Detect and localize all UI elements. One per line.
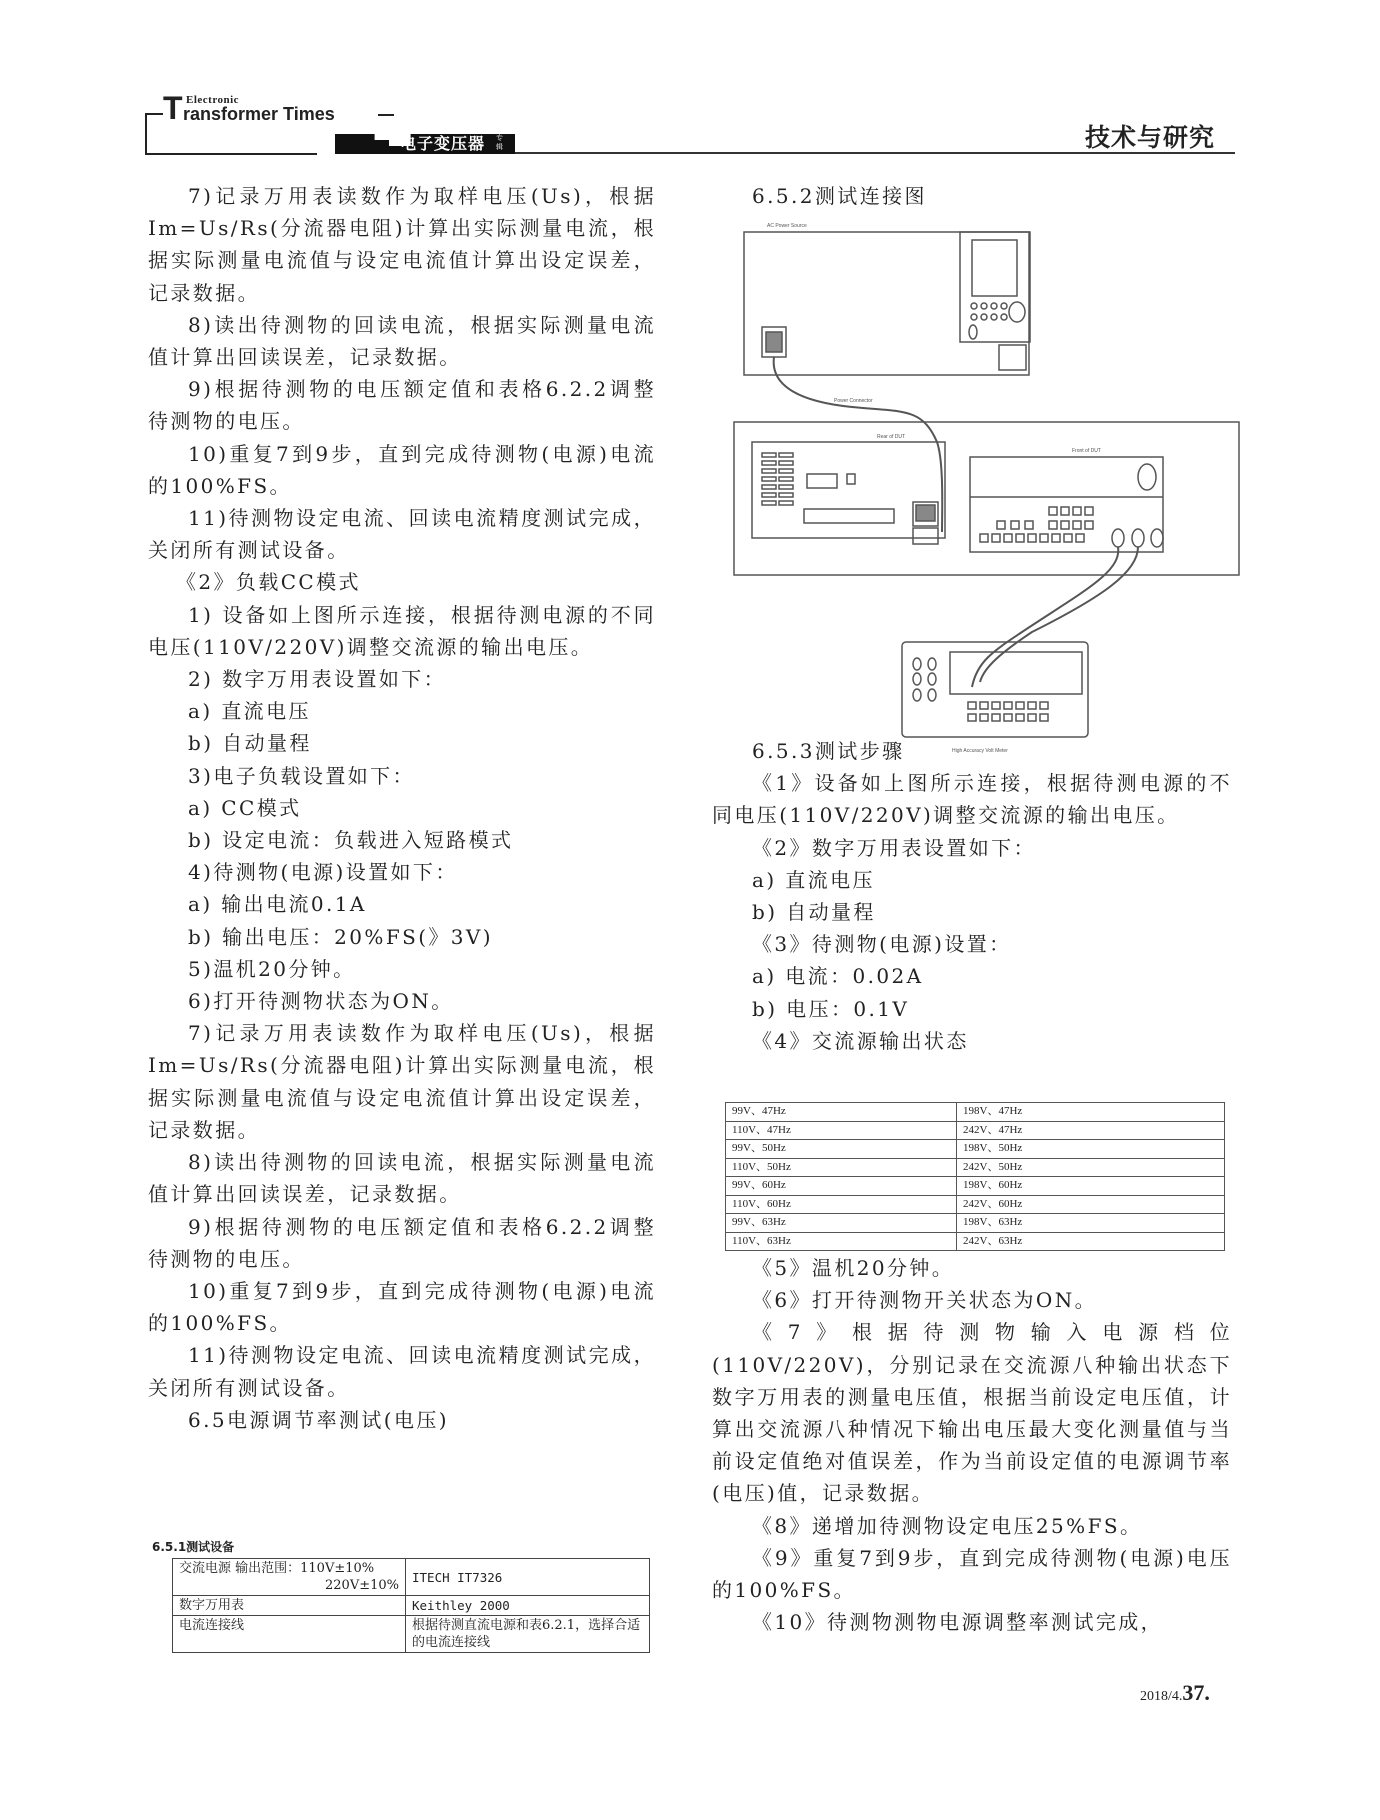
page-footer [1140,1680,1210,1706]
label-ac-source: AC Power Source [767,223,807,229]
table-row [173,1616,650,1653]
paragraph: 11)待测物设定电流、回读电流精度测试完成，关闭所有测试设备。 [148,506,656,563]
dut-rear-fuse [847,474,855,484]
terminal-ground [1151,529,1163,547]
table-cell: 根据待测直流电源和表6.2.1，选择合适的电流连接线 [406,1616,650,1653]
table-row [173,1596,650,1616]
section-heading: 6.5电源调节率测试(电压) [188,1407,450,1432]
table-row [726,1195,1225,1214]
header-rule [145,113,147,155]
test-lead [980,547,1138,682]
ac-source-screen [972,240,1017,296]
paragraph: 7)记录万用表读数作为取样电压(Us)，根据Im=Us/Rs(分流器电阻)计算出实际测量电流，根据实际测量电流值与设定电流值计算出设定误差，记录数据。 [148,184,656,305]
header-rule [378,114,394,116]
header-rule [145,113,163,115]
logo-title: ransformer Times [183,104,335,124]
table-row [726,1158,1225,1177]
table-cell: 99V、50Hz [726,1140,957,1159]
table-cell: 198V、50Hz [957,1140,1225,1159]
list-item: b) 设定电流：负载进入短路模式 [188,828,514,853]
ac-state-table [725,1102,1225,1251]
dut-terminal-block [804,509,894,523]
table-cell: 242V、63Hz [957,1232,1225,1251]
subheading: 《2》负载CC模式 [176,570,361,595]
table-cell: 数字万用表 [173,1596,406,1616]
paragraph: 3)电子负载设置如下： [188,763,415,788]
label-voltmeter: High Accuracy Volt Meter [952,748,1008,754]
paragraph: 《5》温机20分钟。 [752,1256,955,1280]
ac-source-buttons [969,302,1025,339]
label-front-dut: Front of DUT [1072,448,1101,454]
list-item: a) CC模式 [188,795,302,820]
paragraph: 《3》待测物(电源)设置： [752,932,1012,957]
table-row [726,1232,1225,1251]
right-column-steps [712,735,1232,1057]
paragraph: 1) 设备如上图所示连接，根据待测电源的不同电压(110V/220V)调整交流源的输出电压。 [148,602,656,659]
dut-rear-vents [762,453,793,505]
list-item: b) 输出电压：20%FS(》3V) [188,924,493,949]
label-rear-dut: Rear of DUT [877,434,906,440]
table-cell [173,1559,406,1596]
table-title: 6.5.1测试设备 [152,1540,235,1554]
table-row [726,1214,1225,1233]
test-lead [972,547,1118,687]
voltmeter-buttons [968,702,1048,721]
paragraph: 《9》重复7到9步，直到完成待测物(电源)电压的100%FS。 [712,1545,1232,1603]
table-cell: 198V、63Hz [957,1214,1225,1233]
cell-text: 交流电源 输出范围：110V±10% [179,1561,375,1576]
dut-rear-plate [807,474,837,488]
section-title: 技术与研究 [1085,123,1216,152]
list-item: a) 直流电压 [752,867,875,892]
paragraph: 8)读出待测物的回读电流，根据实际测量电流值计算出回读误差，记录数据。 [148,1150,656,1207]
table-row [726,1177,1225,1196]
page-number: 37. [1182,1680,1210,1705]
paragraph: 6)打开待测物状态为ON。 [188,989,454,1014]
paragraph: 2) 数字万用表设置如下： [188,667,447,692]
voltmeter-display [950,652,1082,694]
cell-text: 220V±10% [325,1578,399,1593]
equipment-table [172,1558,650,1653]
terminal-minus [1132,529,1144,547]
list-item: b) 自动量程 [188,731,312,756]
header-rule [145,153,317,155]
paragraph: 《6》打开待测物开关状态为ON。 [752,1288,1098,1313]
paragraph: 《8》递增加待测物设定电压25%FS。 [752,1513,1143,1538]
table-cell: 110V、63Hz [726,1232,957,1251]
paragraph: 4)待测物(电源)设置如下： [188,860,458,885]
paragraph: 11)待测物设定电流、回读电流精度测试完成，关闭所有测试设备。 [148,1343,656,1400]
list-item: b) 自动量程 [752,900,876,925]
paragraph: 《4》交流源输出状态 [752,1028,969,1053]
issue-date: 2018/4. [1140,1689,1183,1704]
logo-cn-subtitle: 专辑 [496,134,503,151]
table-cell: 242V、60Hz [957,1195,1225,1214]
table-cell: 198V、47Hz [957,1103,1225,1122]
paragraph: 《7》根据待测物输入电源档位(110V/220V)，分别记录在交流源八种输出状态下数字万用表的测量电压值，根据当前设定电压值，计算出交流源八种情况下输出电压最大变化测量值与当前设定值绝对值误差，作为当前设定值的电源调节率(电压)值，记录数据。 [712,1320,1232,1506]
ac-source-switch [999,345,1026,370]
paragraph: 《2》数字万用表设置如下： [752,835,1036,860]
table-cell: 110V、47Hz [726,1121,957,1140]
diagram-title: 6.5.2测试连接图 [752,184,927,208]
table-row [726,1103,1225,1122]
table-cell: Keithley 2000 [406,1596,650,1616]
paragraph: 10)重复7到9步，直到完成待测物(电源)电流的100%FS。 [148,441,656,498]
logo-cn-title: 电子变压器 [400,134,486,153]
table-cell: 99V、60Hz [726,1177,957,1196]
right-column-top [712,180,1232,212]
table-cell: 电流连接线 [173,1616,406,1653]
table-cell: 99V、63Hz [726,1214,957,1233]
dut-front-buttons [980,507,1093,542]
paragraph: 10)重复7到9步，直到完成待测物(电源)电流的100%FS。 [148,1278,656,1336]
paragraph: 8)读出待测物的回读电流，根据实际测量电流值计算出回读误差，记录数据。 [148,312,656,370]
table-cell: ITECH IT7326 [406,1559,650,1596]
left-column [148,180,656,1436]
paragraph: 《1》设备如上图所示连接，根据待测电源的不同电压(110V/220V)调整交流源的输出电压。 [712,771,1232,828]
table-cell: 110V、60Hz [726,1195,957,1214]
list-item: a) 电流：0.02A [752,964,924,989]
table-cell: 99V、47Hz [726,1103,957,1122]
paragraph: 9)根据待测物的电压额定值和表格6.2.2调整待测物的电压。 [148,1214,656,1271]
label-power-connector: Power Connector [834,398,873,404]
table-row [726,1140,1225,1159]
list-item: a) 输出电流0.1A [188,892,367,917]
table-cell: 242V、47Hz [957,1121,1225,1140]
paragraph: 7)记录万用表读数作为取样电压(Us)，根据Im=Us/Rs(分流器电阻)计算出实际测量电流，根据实际测量电流值与设定电流值计算出设定误差，记录数据。 [148,1021,656,1142]
table-cell: 242V、50Hz [957,1158,1225,1177]
logo-electronic: Electronic [186,94,240,106]
table-row [726,1121,1225,1140]
section-heading: 6.5.3测试步骤 [752,739,905,763]
list-item: b) 电压：0.1V [752,996,910,1021]
paragraph: 9)根据待测物的电压额定值和表格6.2.2调整待测物的电压。 [148,377,656,434]
logo-letter: T [163,90,183,126]
table-cell: 110V、50Hz [726,1158,957,1177]
paragraph: 5)温机20分钟。 [188,956,356,981]
dut-front-panel [970,457,1163,552]
terminal-plus [1112,529,1124,547]
table-cell: 198V、60Hz [957,1177,1225,1196]
right-column-after-table [712,1252,1232,1638]
list-item: a) 直流电压 [188,699,311,724]
paragraph: 《10》待测物测物电源调整率测试完成， [752,1610,1164,1635]
table-row [173,1559,650,1596]
